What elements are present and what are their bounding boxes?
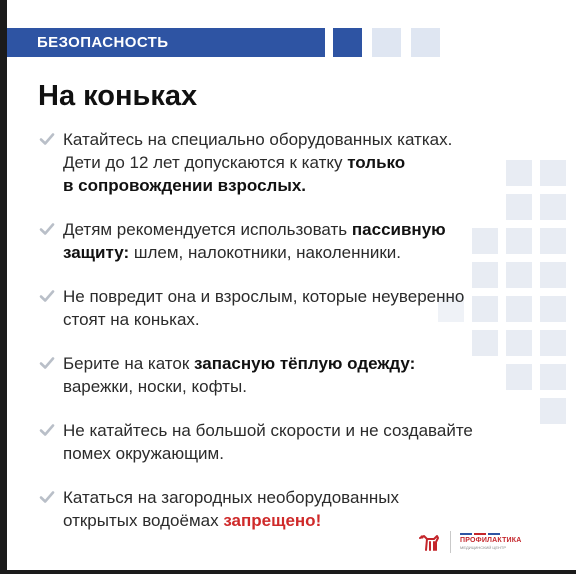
section-label: БЕЗОПАСНОСТЬ [37,34,169,51]
tip-line [63,241,558,264]
tip-line [63,285,558,308]
tip-text: Не катайтесь на большой скорости и не создавайте [63,421,473,440]
frame-edge [0,0,7,574]
frame-edge [0,570,576,574]
check-icon [38,130,56,148]
tip-line [63,151,558,174]
tip-line [63,375,558,398]
tip-item [38,419,558,465]
tip-text: открытых водоёмах [63,511,224,530]
tip-text: помех окружающим. [63,444,224,463]
emphasis-text: запасную тёплую одежду: [194,354,416,373]
header-square-pale [411,28,440,57]
check-icon [38,220,56,238]
header-square-blue [333,28,362,57]
tip-item [38,486,558,532]
section-header [7,28,325,57]
tip-text: Детям рекомендуется использовать [63,220,352,239]
check-icon [38,421,56,439]
tip-line [63,308,558,331]
warning-text: запрещено! [223,511,322,530]
tip-line [63,352,558,375]
logo-subtitle: МЕДИЦИНСКИЙ ЦЕНТР [460,545,507,550]
tip-line [63,174,558,197]
tip-item [38,218,558,264]
tip-item [38,285,558,331]
tip-line [63,419,558,442]
logo-title: ПРОФИЛАКТИКА [460,537,522,544]
check-icon [38,287,56,305]
tip-item [38,352,558,398]
logo-stripes [460,533,522,535]
tip-text: Дети до 12 лет допускаются к катку [63,153,348,172]
logo-divider [450,531,451,553]
check-icon [38,488,56,506]
emphasis-text: защиту: [63,243,130,262]
footer-logo [418,528,522,556]
tips-list [38,128,558,532]
tip-text: шлем, налокотники, наколенники. [129,243,402,262]
tip-text: стоят на коньках. [63,310,200,329]
tip-item [38,128,558,197]
tip-text: варежки, носки, кофты. [63,377,247,396]
tip-text: Берите на каток [63,354,195,373]
tip-text: Катайтесь на специально оборудованных катках. [63,130,453,149]
dog-icon [418,530,440,554]
logo-text [460,533,522,551]
tip-line [63,442,558,465]
header-square-pale [372,28,401,57]
tip-line [63,218,558,241]
tip-line [63,486,558,509]
page-title: На коньках [38,80,198,112]
check-icon [38,354,56,372]
emphasis-text: только [347,153,406,172]
tip-text: Кататься на загородных необорудованных [63,488,399,507]
tip-line [63,128,558,151]
emphasis-text: в сопровождении взрослых. [63,176,307,195]
emphasis-text: пассивную [351,220,446,239]
tip-text: Не повредит она и взрослым, которые неуверенно [63,287,465,306]
